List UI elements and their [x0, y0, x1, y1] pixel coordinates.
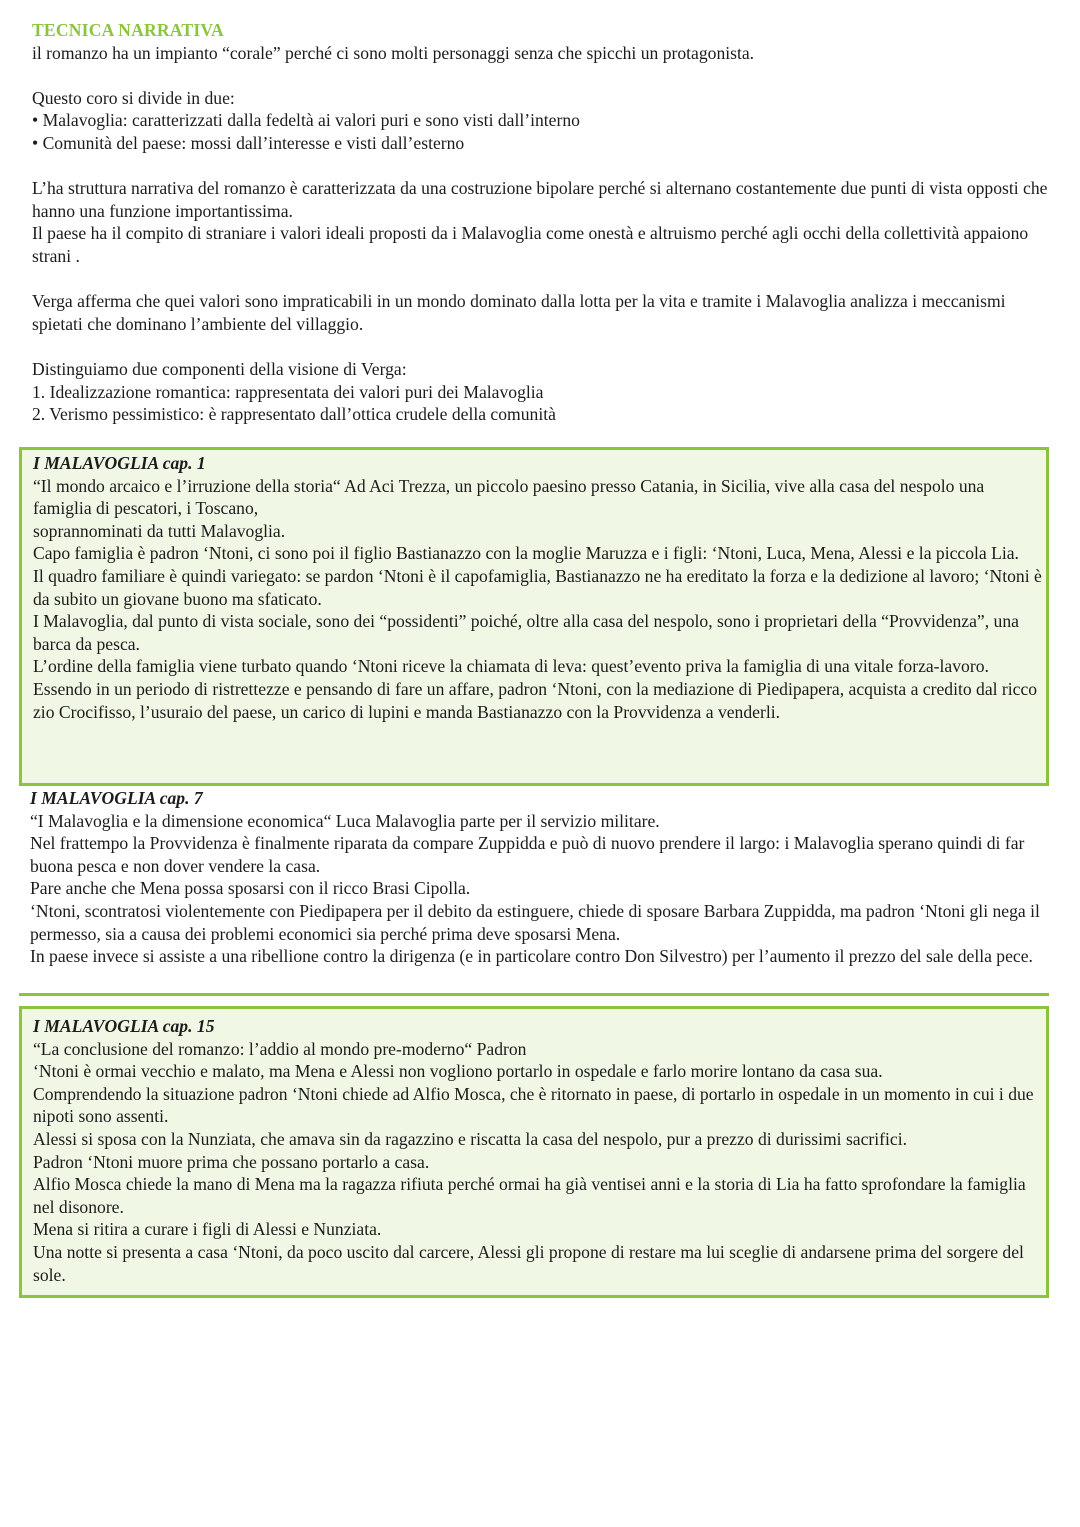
intro-chorus-lead: Questo coro si divide in due:: [32, 87, 235, 108]
chapter-line: Padron ‘Ntoni muore prima che possano portarlo a casa.: [33, 1151, 430, 1172]
chapter-line: “Il mondo arcaico e l’irruzione della storia“ Ad Aci Trezza, un piccolo paesino presso Catania, in Sicilia, vive alla casa del nespolo una famiglia di pescatori, i Toscano,: [33, 475, 985, 519]
intro-paragraph-village: Il paese ha il compito di straniare i valori ideali proposti da i Malavoglia come onestà e altruismo perché agli occhi della collettività appaiono strani .: [32, 223, 1029, 266]
chapter-line: L’ordine della famiglia viene turbato quando ‘Ntoni riceve la chiamata di leva: quest’evento priva la famiglia di una vitale forza-lavoro.: [33, 656, 989, 677]
intro-paragraph-verga: Verga afferma che quei valori sono impraticabili in un mondo dominato dalla lotta per la vita e tramite i Malavoglia analizza i meccanismi spietati che dominano l’ambiente del villaggio.: [32, 291, 1006, 334]
chapter-7-box: [19, 787, 1049, 996]
intro-paragraph-1: il romanzo ha un impianto “corale” perché ci sono molti personaggi senza che spicchi un protagonista.: [32, 42, 755, 63]
intro-paragraph-structure: L’ha struttura narrativa del romanzo è caratterizzata da una costruzione bipolare perché si alternano costantemente due punti di vista opposti che hanno una funzione importantissima.: [32, 178, 1048, 221]
chapter-line: Alessi si sposa con la Nunziata, che amava sin da ragazzino e riscatta la casa del nespolo, pur a prezzo di durissimi sacrifici.: [33, 1128, 907, 1149]
chapter-line: ‘Ntoni, scontratosi violentemente con Piedipapera per il debito da estinguere, chiede di sposare Barbara Zuppidda, ma padron ‘Ntoni gli nega il permesso, sia a causa dei problemi economici sia perché prima deve sposarsi Mena.: [30, 900, 1040, 944]
chapter-1-box: [19, 447, 1049, 786]
chapter-title: I MALAVOGLIA cap. 15: [33, 1016, 215, 1036]
intro-section: [32, 19, 1054, 426]
chapter-15-box: [19, 1006, 1049, 1298]
chapter-line: Comprendendo la situazione padron ‘Ntoni chiede ad Alfio Mosca, che è ritornato in paese, di portarlo in ospedale in un momento in cui i due nipoti sono assenti.: [33, 1083, 1034, 1127]
chapter-line: Pare anche che Mena possa sposarsi con il ricco Brasi Cipolla.: [30, 878, 471, 899]
numbered-item: 2. Verismo pessimistico: è rappresentato dall’ottica crudele della comunità: [32, 404, 556, 425]
bullet-item: • Comunità del paese: mossi dall’interesse e visti dall’esterno: [32, 132, 1054, 155]
chapter-line: Essendo in un periodo di ristrettezze e pensando di fare un affare, padron ‘Ntoni, con la mediazione di Piedipapera, acquista a credito dal ricco zio Crocifisso, l’usuraio del paese, un carico di lupini e manda Bastianazzo con la Provvidenza a venderli.: [33, 678, 1038, 722]
intro-components-lead: Distinguiamo due componenti della visione di Verga:: [32, 358, 407, 379]
chapter-line: Mena si ritira a curare i figli di Alessi e Nunziata.: [33, 1219, 382, 1240]
chapter-line: soprannominati da tutti Malavoglia.: [33, 520, 286, 541]
chapter-line: I Malavoglia, dal punto di vista sociale, sono dei “possidenti” poiché, oltre alla casa del nespolo, sono i proprietari della “Provvidenza”, una barca da pesca.: [33, 611, 1019, 654]
chapter-line: In paese invece si assiste a una ribellione contro la dirigenza (e in particolare contro Don Silvestro) per l’aumento il prezzo del sale della pece.: [30, 946, 1033, 967]
section-title: TECNICA NARRATIVA: [32, 20, 224, 40]
chapter-line: “I Malavoglia e la dimensione economica“ Luca Malavoglia parte per il servizio militare.: [30, 810, 660, 831]
chapter-line: Una notte si presenta a casa ‘Ntoni, da poco uscito dal carcere, Alessi gli propone di restare ma lui sceglie di andarsene prima del sorgere del sole.: [33, 1241, 1024, 1285]
chapter-line: Il quadro familiare è quindi variegato: se pardon ‘Ntoni è il capofamiglia, Bastianazzo ne ha ereditato la forza e la dedizione al lavoro; ‘Ntoni è da subito un giovane buono ma sfaticato.: [33, 565, 1042, 609]
chapter-line: Alfio Mosca chiede la mano di Mena ma la ragazza rifiuta perché ormai ha già ventisei anni e la storia di Lia ha fatto sprofondare la famiglia nel disonore.: [33, 1174, 1026, 1217]
chapter-title: I MALAVOGLIA cap. 1: [33, 453, 206, 473]
numbered-item: 1. Idealizzazione romantica: rappresentata dei valori puri dei Malavoglia: [32, 381, 544, 402]
chapter-line: ‘Ntoni è ormai vecchio e malato, ma Mena e Alessi non vogliono portarlo in ospedale e farlo morire lontano da casa sua.: [33, 1061, 883, 1082]
chapter-line: “La conclusione del romanzo: l’addio al mondo pre-moderno“ Padron: [33, 1038, 527, 1059]
bullet-item: • Malavoglia: caratterizzati dalla fedeltà ai valori puri e sono visti dall’interno: [32, 109, 1054, 132]
chapter-title: I MALAVOGLIA cap. 7: [30, 788, 203, 808]
chapter-line: Nel frattempo la Provvidenza è finalmente riparata da compare Zuppidda e può di nuovo prendere il largo: i Malavoglia sperano quindi di far buona pesca e non dover vendere la casa.: [30, 833, 1025, 876]
chapter-line: Capo famiglia è padron ‘Ntoni, ci sono poi il figlio Bastianazzo con la moglie Maruzza e i figli: ‘Ntoni, Luca, Mena, Alessi e la piccola Lia.: [33, 543, 1019, 564]
chorus-bullet-list: [32, 109, 1054, 154]
